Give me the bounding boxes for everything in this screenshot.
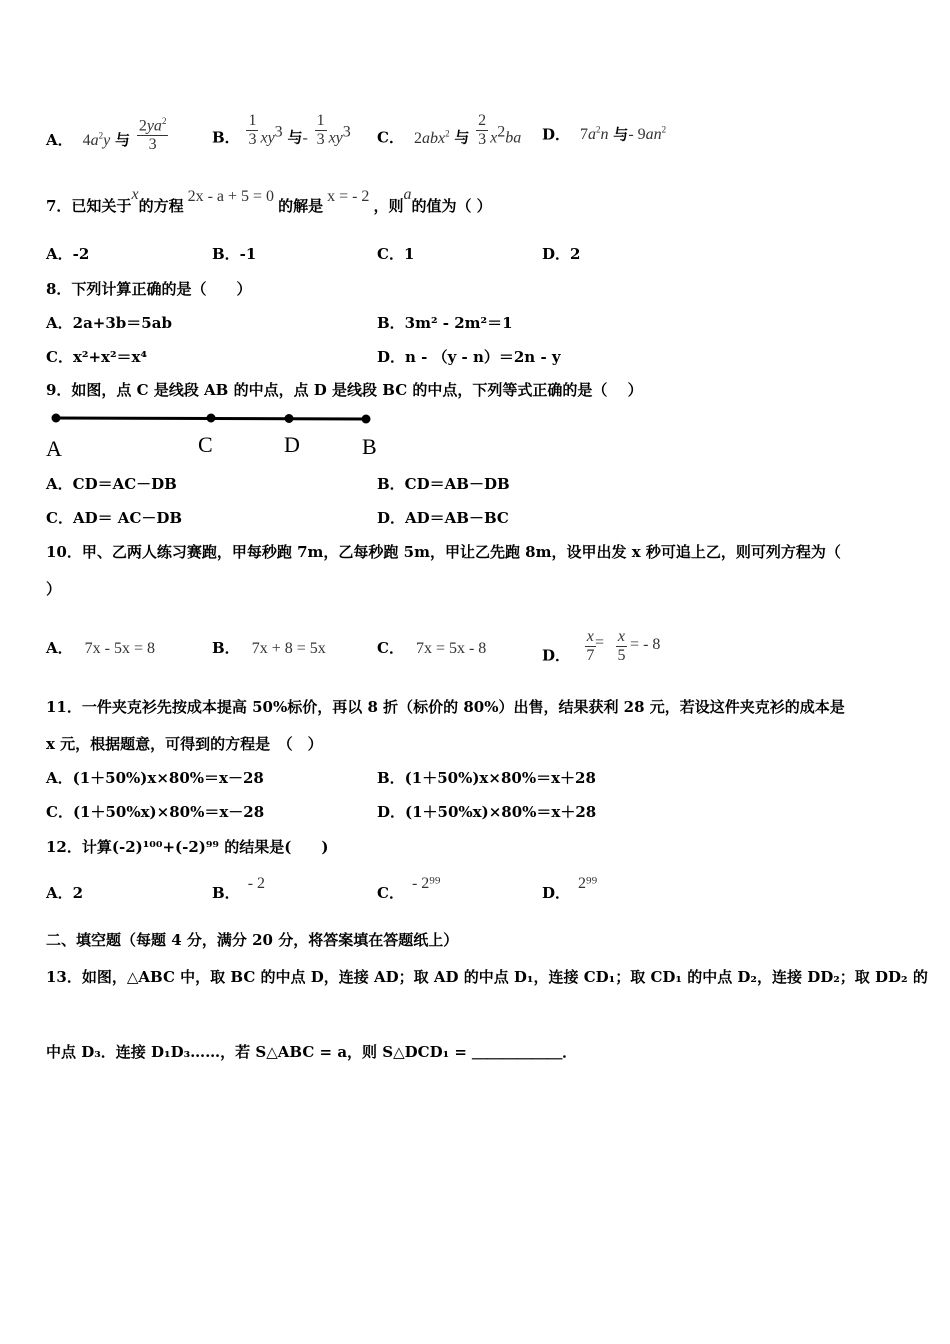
q7-option-c: C．1	[377, 245, 415, 263]
q12-option-c: C．- 2⁹⁹	[377, 875, 441, 902]
q8-option-b: B．3m² - 2m²＝1	[377, 314, 513, 332]
q11-option-b: B．(1＋50%)x×80%＝x＋28	[377, 769, 596, 787]
question-11-stem-line1: 11．一件夹克衫先按成本提高 50%标价，再以 8 折（标价的 80%）出售，结果获利 28 元，若设这件夹克衫的成本是	[46, 698, 845, 716]
q6-option-c: C． 2abx$^2$ 与 $\frac{2}{3}$ $x^2ba$	[377, 112, 522, 148]
point-a-label: A	[46, 436, 62, 461]
point-b-dot	[362, 415, 371, 424]
question-13-line2: 中点 D₃．连接 D₁D₃……，若 S△ABC = a，则 S△DCD₁ = ＿＿＿＿＿＿．	[46, 1043, 578, 1061]
q6-option-b: B． $\frac{1}{3}$ $xy^3$ 与- $\frac{1}{3}$ $xy^3$	[212, 112, 351, 148]
q7-option-b: B．-1	[212, 245, 257, 263]
question-12-stem: 12．计算(-2)¹⁰⁰+(-2)⁹⁹ 的结果是( )	[46, 838, 329, 856]
q8-option-d: D．n - （y - n）＝2n - y	[377, 348, 561, 366]
q10-option-d: D． $\frac{x}{7}$ $\frac{x}{5}$ = = - 8	[542, 628, 661, 665]
question-10-stem-line2: ）	[46, 580, 62, 598]
q10-option-a: A． 7x - 5x = 8	[46, 639, 155, 657]
q7-option-d: D．2	[542, 245, 581, 263]
q10-option-c: C． 7x = 5x - 8	[377, 639, 487, 657]
q12-option-b: B．- 2	[212, 875, 266, 902]
question-9-stem: 9．如图，点 C 是线段 AB 的中点，点 D 是线段 BC 的中点，下列等式正确的是（ ）	[46, 381, 643, 399]
question-10-stem-line1: 10．甲、乙两人练习赛跑，甲每秒跑 7m，乙每秒跑 5m，甲让乙先跑 8m，设甲出发 x 秒可追上乙，则可列方程为（	[46, 543, 841, 561]
question-7-stem: 7．已知关于x的方程2x - a + 5 = 0的解是x = - 2，则a的值为（ ）	[46, 186, 492, 215]
q9-option-d: D．AD＝AB－BC	[377, 509, 509, 527]
q6-option-a: A． $4a^2y$ 与 $\frac{2ya^2}{3}$	[46, 120, 170, 162]
question-13-line1: 13．如图，△ABC 中，取 BC 的中点 D，连接 AD；取 AD 的中点 D₁，连接 CD₁；取 CD₁ 的中点 D₂，连接 DD₂；取 DD₂ 的	[46, 968, 928, 986]
q6-option-d: D． $7a^2n$ 与- $9an^2$	[542, 125, 667, 144]
q7-option-a: A．-2	[46, 245, 90, 263]
q8-option-a: A．2a+3b＝5ab	[46, 314, 172, 332]
point-d-dot	[285, 414, 294, 423]
point-a-dot	[52, 414, 61, 423]
q10-option-b: B． 7x + 8 = 5x	[212, 639, 326, 657]
point-d-label: D	[284, 432, 300, 457]
q11-option-a: A．(1＋50%)x×80%＝x－28	[46, 769, 264, 787]
section-2-heading: 二、填空题（每题 4 分，满分 20 分，将答案填在答题纸上）	[46, 931, 459, 949]
question-8-stem: 8．下列计算正确的是（ ）	[46, 280, 252, 298]
q8-option-c: C．x²+x²＝x⁴	[46, 348, 148, 366]
segment-ab-figure	[46, 410, 376, 430]
q11-option-d: D．(1＋50%x)×80%＝x＋28	[377, 803, 597, 821]
q12-option-a: A．2	[46, 884, 84, 902]
point-c-dot	[207, 414, 216, 423]
question-11-stem-line2: x 元，根据题意，可得到的方程是 （ ）	[46, 735, 323, 753]
q9-option-c: C．AD＝ AC－DB	[46, 509, 183, 527]
q12-option-d: D．2⁹⁹	[542, 875, 598, 902]
q11-option-c: C．(1＋50%x)×80%＝x－28	[46, 803, 265, 821]
point-b-label: B	[362, 434, 377, 459]
point-c-label: C	[198, 432, 213, 457]
q9-option-a: A．CD＝AC－DB	[46, 475, 177, 493]
q9-option-b: B．CD＝AB－DB	[377, 475, 510, 493]
